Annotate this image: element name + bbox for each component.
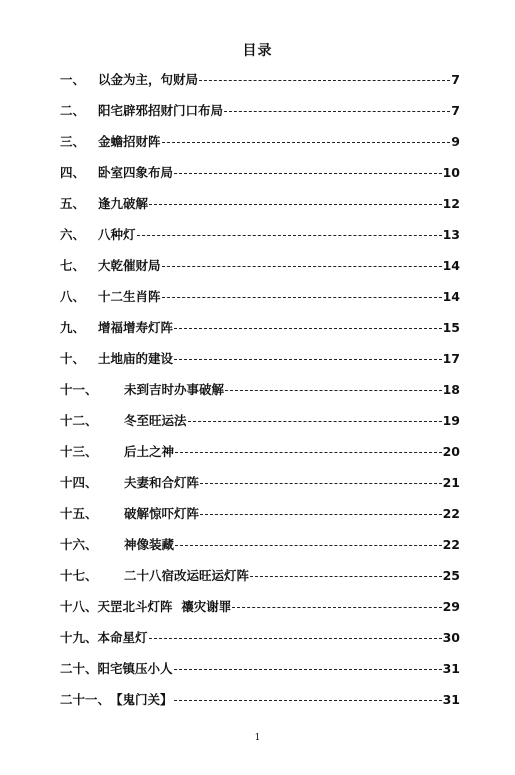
toc-entry-number: 十三、 [60,444,98,459]
toc-entry-number: 十一、 [60,382,98,397]
toc-entry-title: 金蟾招财阵 [98,134,161,149]
toc-entry-page: 17 [442,351,460,366]
toc-entry[interactable] [60,256,460,287]
dot-leader [199,80,450,81]
toc-entry-page: 22 [442,506,460,521]
dot-leader [162,266,442,267]
toc-entry-number: 十五、 [60,506,98,521]
dot-leader [162,297,442,298]
toc-entry-number: 七、 [60,258,86,273]
toc-entry-number: 九、 [60,320,86,335]
toc-entry-page: 12 [442,196,460,211]
toc-entry-page: 7 [451,72,460,87]
toc-entry-page: 22 [442,537,460,552]
toc-entry-title: 【鬼门关】 [110,692,173,707]
toc-entry-title: 夫妻和合灯阵 [124,475,200,490]
toc-entry-page: 20 [442,444,460,459]
toc-entry-page: 15 [442,320,460,335]
dot-leader [232,607,441,608]
toc-entry[interactable] [60,349,460,380]
toc-entry-page: 21 [442,475,460,490]
toc-entry-page: 7 [451,103,460,118]
toc-entry[interactable] [60,411,460,442]
dot-leader [174,700,442,701]
toc-entry-title: 冬至旺运法 [124,413,187,428]
toc-entry[interactable] [60,442,460,473]
toc-entry-title: 本命星灯 [97,630,148,645]
dot-leader [174,328,442,329]
dot-leader [162,142,451,143]
page-number: 1 [254,733,261,743]
toc-entry[interactable] [60,287,460,318]
toc-entry-title: 十二生肖阵 [98,289,161,304]
toc-entry-page: 29 [442,599,460,614]
page-title: 目录 [242,43,273,59]
toc-entry[interactable] [60,380,460,411]
toc-entry-title: 卧室四象布局 [98,165,174,180]
toc-entry-number: 十四、 [60,475,98,490]
toc-entry[interactable] [60,101,460,132]
dot-leader [200,483,442,484]
toc-entry-number: 六、 [60,227,86,242]
toc-entry-title: 阳宅辟邪招财门口布局 [98,103,224,118]
toc-entry-title: 逢九破解 [98,196,149,211]
toc-entry-page: 30 [442,630,460,645]
toc-entry-title: 八种灯 [98,227,136,242]
toc-entry[interactable] [60,659,460,690]
dot-leader [149,638,442,639]
dot-leader [175,452,442,453]
toc-entry-page: 25 [442,568,460,583]
toc-entry[interactable] [60,70,460,101]
toc-entry-number: 四、 [60,165,86,180]
toc-entry[interactable] [60,225,460,256]
toc-entry-title: 二十八宿改运旺运灯阵 [124,568,250,583]
toc-entry-title: 土地庙的建设 [98,351,174,366]
toc-entry-number: 二、 [60,103,86,118]
toc-entry-number: 一、 [60,72,86,87]
toc-entry-title: 天罡北斗灯阵 禳灾谢罪 [97,599,232,614]
toc-entry[interactable] [60,690,460,721]
toc-entry-page: 19 [442,413,460,428]
toc-entry-page: 14 [442,258,460,273]
toc-entry[interactable] [60,163,460,194]
toc-entry-title: 后土之神 [124,444,175,459]
table-of-contents [60,70,460,721]
toc-entry-number: 十、 [60,351,86,366]
toc-entry-number: 二十、 [60,661,98,676]
toc-entry-page: 9 [451,134,460,149]
dot-leader [174,669,442,670]
dot-leader [188,421,442,422]
dot-leader [174,359,442,360]
toc-entry-page: 14 [442,289,460,304]
toc-entry[interactable] [60,628,460,659]
toc-entry-page: 13 [442,227,460,242]
toc-entry-number: 十七、 [60,568,98,583]
dot-leader [250,576,442,577]
toc-entry[interactable] [60,132,460,163]
toc-entry-number: 十六、 [60,537,98,552]
toc-entry-page: 31 [442,661,460,676]
toc-entry-page: 10 [442,165,460,180]
toc-entry-title: 大乾催财局 [98,258,161,273]
toc-entry-number: 十九、 [60,630,98,645]
toc-entry[interactable] [60,473,460,504]
toc-entry-number: 八、 [60,289,86,304]
toc-entry-number: 十二、 [60,413,98,428]
toc-entry-title: 以金为主，句财局 [98,72,199,87]
toc-entry-title: 破解惊吓灯阵 [124,506,200,521]
toc-entry-number: 三、 [60,134,86,149]
toc-entry-title: 增福增寿灯阵 [98,320,174,335]
toc-entry[interactable] [60,566,460,597]
dot-leader [174,173,442,174]
dot-leader [200,514,442,515]
toc-entry-title: 未到吉时办事破解 [124,382,225,397]
dot-leader [224,111,450,112]
toc-entry[interactable] [60,194,460,225]
toc-entry-title: 阳宅镇压小人 [97,661,173,676]
toc-entry[interactable] [60,504,460,535]
dot-leader [149,204,442,205]
toc-entry-number: 五、 [60,196,86,211]
toc-entry-title: 神像装藏 [124,537,175,552]
toc-entry[interactable] [60,535,460,566]
toc-entry-number: 十八、 [60,599,98,614]
toc-entry-number: 二十一、 [60,692,111,707]
dot-leader [225,390,442,391]
dot-leader [175,545,442,546]
dot-leader [137,235,442,236]
toc-entry[interactable] [60,597,460,628]
toc-entry-page: 18 [442,382,460,397]
toc-entry-page: 31 [442,692,460,707]
toc-entry[interactable] [60,318,460,349]
